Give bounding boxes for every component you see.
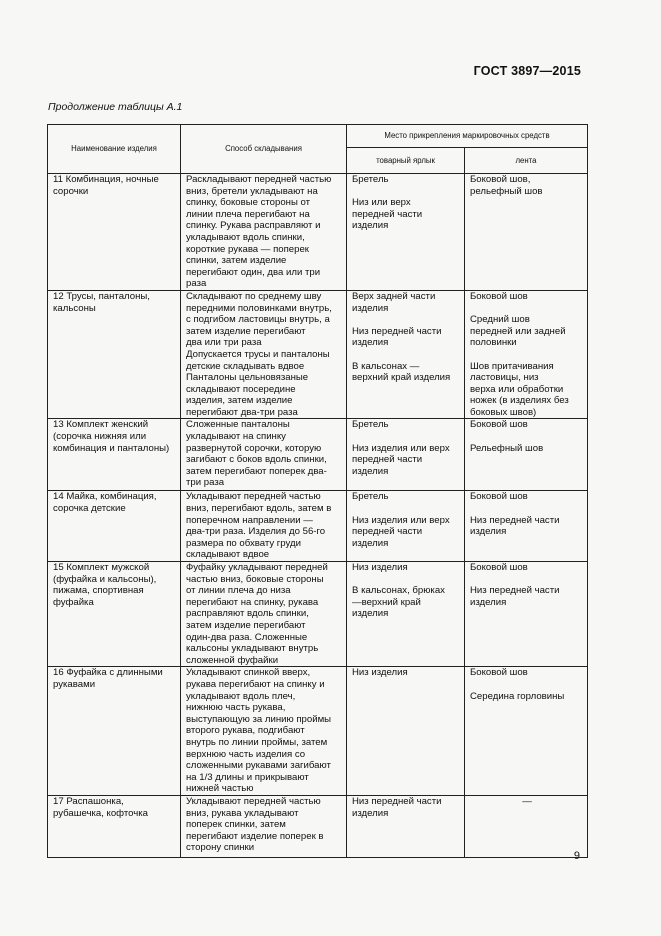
cell-text-line: три раза xyxy=(186,477,225,489)
cell-product-label xyxy=(347,174,465,291)
cell-text-line: 16 Фуфайка с длинными xyxy=(53,667,163,679)
cell-text-line: перегибают два-три раза xyxy=(186,406,298,418)
cell-product-label xyxy=(347,491,465,562)
cell-product-name xyxy=(48,667,181,796)
cell-text-line: Укладывают передней частью xyxy=(186,491,321,503)
cell-text-line: укладывают вдоль спинки, xyxy=(186,231,305,243)
document-code: ГОСТ 3897—2015 xyxy=(473,64,581,78)
cell-text-line: поперек спинки, затем xyxy=(186,819,286,831)
cell-text-line: загибают с боков вдоль спинки, xyxy=(186,454,327,466)
cell-text-line: изделия xyxy=(352,337,389,349)
cell-text-line: Рельефный шов xyxy=(470,442,544,454)
cell-text-line: 12 Трусы, панталоны, xyxy=(53,290,150,302)
header-product-name: Наименование изделия xyxy=(48,125,181,174)
blank-line xyxy=(470,574,584,586)
cell-text-line: — xyxy=(522,795,532,807)
cell-text-line: Средний шов xyxy=(470,314,530,326)
cell-text-line: верха или обработки xyxy=(470,383,564,395)
cell-text-line: Низ изделия или верх xyxy=(352,514,450,526)
cell-text-line: изделия xyxy=(352,220,389,232)
cell-text-line: вниз, бретели укладывают на xyxy=(186,185,318,197)
blank-line xyxy=(470,303,584,315)
cell-text-line: два или три раза xyxy=(186,337,262,349)
blank-line xyxy=(470,503,584,515)
marking-table xyxy=(47,124,588,858)
cell-text-line: вниз, перегибают вдоль, затем в xyxy=(186,503,332,515)
cell-text-line: передней части xyxy=(352,526,423,538)
cell-text-line: детские складывать вдвое xyxy=(186,360,305,372)
cell-text-line: сложенными рукавами загибают xyxy=(186,760,331,772)
header-product-label: товарный ярлык xyxy=(347,148,465,174)
blank-line xyxy=(470,431,584,443)
table-body xyxy=(48,174,588,858)
cell-text-line: Складывают по среднему шву xyxy=(186,290,322,302)
table-continuation-label: Продолжение таблицы А.1 xyxy=(48,101,183,113)
cell-product-name xyxy=(48,562,181,667)
cell-text-line: раза xyxy=(186,278,207,290)
cell-text-line: Низ передней части xyxy=(470,585,560,597)
cell-text-line: 17 Распашонка, xyxy=(53,795,124,807)
cell-text-line: изделия xyxy=(352,608,389,620)
cell-text-line: Верх задней части xyxy=(352,290,436,302)
cell-text-line: Фуфайку укладывают передней xyxy=(186,562,328,574)
cell-text-line: передней или задней xyxy=(470,325,566,337)
cell-text-line: 14 Майка, комбинация, xyxy=(53,491,157,503)
cell-text-line: один-два раза. Сложенные xyxy=(186,631,308,643)
cell-text-line: на 1/3 длины и прикрывают xyxy=(186,771,309,783)
cell-product-label xyxy=(347,290,465,419)
cell-text-line: боковых швов) xyxy=(470,406,537,418)
blank-line xyxy=(352,431,461,443)
cell-text-line: спинку. Рукава расправляют и xyxy=(186,220,321,232)
cell-text-line: 11 Комбинация, ночные xyxy=(53,174,159,185)
cell-tape xyxy=(465,419,588,491)
cell-folding-method xyxy=(181,562,347,667)
cell-text-line: ножек (в изделиях без xyxy=(470,395,569,407)
cell-text-line: Бретель xyxy=(352,419,389,431)
cell-text-line: верхнюю часть изделия со xyxy=(186,748,306,760)
cell-tape xyxy=(465,174,588,291)
cell-text-line: затем изделие перегибают xyxy=(186,325,306,337)
cell-text-line: Раскладывают передней частью xyxy=(186,174,332,185)
cell-text-line: короткие рукава — поперек xyxy=(186,243,309,255)
blank-line xyxy=(470,679,584,691)
table-row xyxy=(48,174,588,291)
cell-folding-method xyxy=(181,290,347,419)
cell-text-line: перегибают на спинку, рукава xyxy=(186,596,319,608)
cell-text-line: сложенной фуфайки xyxy=(186,654,279,666)
cell-text-line: изделия, затем изделие xyxy=(186,395,293,407)
table-row xyxy=(48,795,588,857)
cell-text-line: с подгибом ластовицы внутрь, а xyxy=(186,314,330,326)
cell-text-line: сорочка детские xyxy=(53,503,126,515)
cell-product-label xyxy=(347,419,465,491)
cell-text-line: Низ передней части xyxy=(470,514,560,526)
cell-text-line: Низ изделия xyxy=(352,667,408,679)
table-row xyxy=(48,290,588,419)
cell-tape xyxy=(465,562,588,667)
cell-text-line: В кальсонах, брюках xyxy=(352,585,445,597)
cell-text-line: нижней частью xyxy=(186,783,254,795)
cell-text-line: затем перегибают поперек два- xyxy=(186,465,327,477)
cell-text-line: развернутой сорочки, которую xyxy=(186,442,322,454)
cell-product-name xyxy=(48,491,181,562)
cell-product-label xyxy=(347,667,465,796)
cell-text-line: В кальсонах — xyxy=(352,360,420,372)
cell-text-line: затем изделие перегибают xyxy=(186,620,306,631)
cell-text-line: рукава перегибают на спинку и xyxy=(186,678,325,690)
cell-text-line: складывают вдвое xyxy=(186,549,270,561)
blank-line xyxy=(352,349,461,361)
cell-text-line: Низ или верх xyxy=(352,197,411,209)
cell-text-line: передними половинками внутрь, xyxy=(186,302,332,314)
cell-text-line: передней части xyxy=(352,208,423,220)
table-row xyxy=(48,419,588,491)
cell-text-line: Боковой шов xyxy=(470,562,528,574)
cell-text-line: Укладывают передней частью xyxy=(186,795,321,807)
cell-text-line: изделия xyxy=(470,596,507,608)
cell-text-line: Низ передней части xyxy=(352,795,442,807)
cell-product-name xyxy=(48,174,181,291)
cell-product-name xyxy=(48,419,181,491)
cell-tape xyxy=(465,667,588,796)
cell-text-line: —верхний край xyxy=(352,596,421,608)
cell-text-line: Низ изделия или верх xyxy=(352,442,450,454)
cell-text-line: внутрь по линии проймы, затем xyxy=(186,736,328,748)
cell-text-line: верхний край изделия xyxy=(352,372,451,384)
cell-text-line: спинки, затем изделие xyxy=(186,255,287,267)
cell-text-line: Бретель xyxy=(352,174,389,185)
cell-text-line: 15 Комплект мужской xyxy=(53,562,150,574)
blank-line xyxy=(352,186,461,198)
cell-text-line: сторону спинки xyxy=(186,842,255,854)
cell-text-line: кальсоны укладывают внутрь xyxy=(186,643,319,655)
cell-text-line: передней части xyxy=(352,454,423,466)
cell-text-line: комбинация и панталоны) xyxy=(53,442,170,454)
header-tape: лента xyxy=(465,148,588,174)
cell-text-line: перегибают один, два или три xyxy=(186,266,321,278)
blank-line xyxy=(352,314,461,326)
cell-text-line: два-три раза. Изделия до 56-го xyxy=(186,526,326,538)
cell-folding-method xyxy=(181,795,347,857)
cell-text-line: перегибают изделие поперек в xyxy=(186,830,324,842)
cell-text-line: размера по обхвату груди xyxy=(186,537,301,549)
cell-text-line: изделия xyxy=(352,302,389,314)
table-row xyxy=(48,491,588,562)
cell-text-line: Боковой шов xyxy=(470,290,528,302)
cell-text-line: (сорочка нижняя или xyxy=(53,431,147,443)
cell-text-line: складывают посередине xyxy=(186,383,296,395)
blank-line xyxy=(352,503,461,515)
cell-text-line: Боковой шов xyxy=(470,491,528,503)
cell-text-line: линии плеча перегибают на xyxy=(186,208,310,220)
cell-text-line: 13 Комплект женский xyxy=(53,419,149,431)
cell-text-line: нижнюю часть рукава, xyxy=(186,702,286,714)
cell-folding-method xyxy=(181,174,347,291)
cell-text-line: фуфайка xyxy=(53,596,94,608)
cell-folding-method xyxy=(181,667,347,796)
cell-text-line: ластовицы, низ xyxy=(470,372,539,384)
cell-text-line: Панталоны цельновязаные xyxy=(186,372,309,384)
cell-text-line: расправляют вдоль спинки, xyxy=(186,608,309,620)
cell-text-line: рукавами xyxy=(53,678,96,690)
cell-text-line: изделия xyxy=(470,526,507,538)
cell-text-line: Шов притачивания xyxy=(470,360,554,372)
table-row xyxy=(48,562,588,667)
table-row xyxy=(48,667,588,796)
cell-text-line: Бретель xyxy=(352,491,389,503)
cell-text-line: рельефный шов xyxy=(470,185,543,197)
cell-product-label xyxy=(347,562,465,667)
cell-text-line: спинку, боковые стороны от xyxy=(186,197,311,209)
cell-text-line: кальсоны xyxy=(53,302,96,314)
cell-text-line: выступающую за линию проймы xyxy=(186,713,332,725)
cell-text-line: Укладывают спинкой вверх, xyxy=(186,667,311,679)
header-attachment-place: Место прикрепления маркировочных средств xyxy=(347,125,588,148)
cell-tape xyxy=(465,491,588,562)
cell-text-line: Середина горловины xyxy=(470,690,565,702)
cell-text-line: рубашечка, кофточка xyxy=(53,807,149,819)
cell-text-line: Низ передней части xyxy=(352,325,442,337)
cell-tape xyxy=(465,795,588,857)
cell-product-name xyxy=(48,290,181,419)
cell-text-line: частью вниз, боковые стороны xyxy=(186,573,324,585)
cell-text-line: укладывают вдоль плеч, xyxy=(186,690,296,702)
cell-text-line: изделия xyxy=(352,537,389,549)
cell-text-line: Сложенные панталоны xyxy=(186,419,290,431)
cell-text-line: Допускается трусы и панталоны xyxy=(186,348,330,360)
cell-text-line: пижама, спортивная xyxy=(53,585,144,597)
cell-text-line: второго рукава, подгибают xyxy=(186,725,305,737)
cell-text-line: (фуфайка и кальсоны), xyxy=(53,573,157,585)
header-folding-method: Способ складывания xyxy=(181,125,347,174)
cell-text-line: изделия xyxy=(352,465,389,477)
blank-line xyxy=(352,574,461,586)
cell-text-line: половинки xyxy=(470,337,517,349)
cell-text-line: Боковой шов, xyxy=(470,174,531,185)
cell-text-line: сорочки xyxy=(53,185,89,197)
cell-text-line: Боковой шов xyxy=(470,419,528,431)
cell-product-label xyxy=(347,795,465,857)
cell-text-line: укладывают на спинку xyxy=(186,431,286,443)
blank-line xyxy=(470,349,584,361)
cell-text-line: Низ изделия xyxy=(352,562,408,574)
cell-folding-method xyxy=(181,419,347,491)
cell-text-line: Боковой шов xyxy=(470,667,528,679)
page-number: 9 xyxy=(573,850,580,862)
cell-text-line: изделия xyxy=(352,807,389,819)
cell-text-line: вниз, рукава укладывают xyxy=(186,807,299,819)
cell-text-line: поперечном направлении — xyxy=(186,514,313,526)
cell-product-name xyxy=(48,795,181,857)
cell-text-line: от линии плеча до низа xyxy=(186,585,291,597)
cell-tape xyxy=(465,290,588,419)
cell-folding-method xyxy=(181,491,347,562)
